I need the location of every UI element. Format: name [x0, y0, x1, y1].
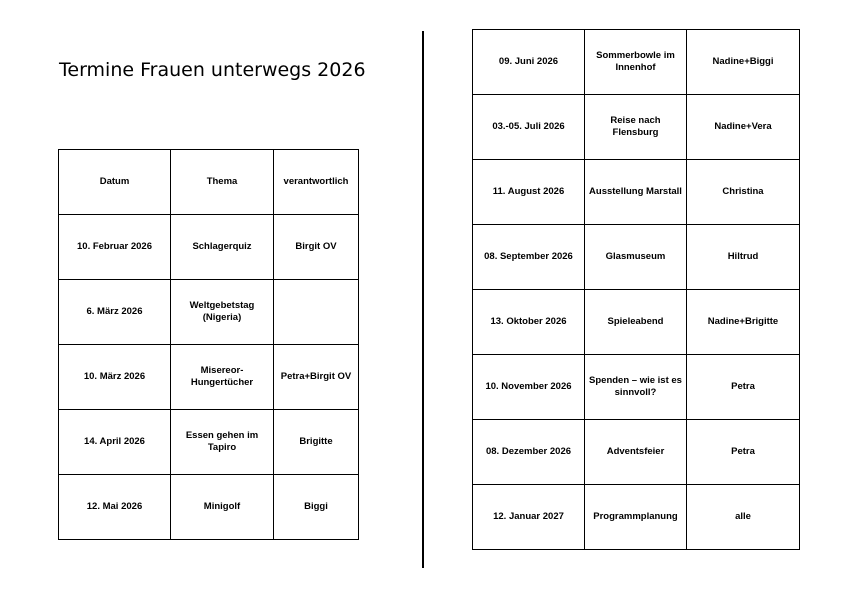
- cell-date: 03.-05. Juli 2026: [473, 95, 585, 160]
- cell-topic: Spieleabend: [585, 290, 687, 355]
- cell-date: 12. Mai 2026: [59, 475, 171, 540]
- cell-date: 08. Dezember 2026: [473, 420, 585, 485]
- page-title: Termine Frauen unterwegs 2026: [59, 59, 366, 81]
- cell-topic: Glasmuseum: [585, 225, 687, 290]
- table-header-row: [59, 150, 359, 215]
- cell-responsible: Petra: [687, 355, 800, 420]
- cell-date: 10. November 2026: [473, 355, 585, 420]
- schedule-table-left: [58, 149, 359, 540]
- cell-topic: Misereor-Hungertücher: [171, 345, 274, 410]
- cell-topic: Schlagerquiz: [171, 215, 274, 280]
- column-divider: [422, 31, 424, 568]
- cell-responsible: Nadine+Biggi: [687, 30, 800, 95]
- cell-topic: Essen gehen im Tapiro: [171, 410, 274, 475]
- cell-responsible: Birgit OV: [274, 215, 359, 280]
- table-row: [59, 475, 359, 540]
- cell-responsible: Hiltrud: [687, 225, 800, 290]
- cell-date: 12. Januar 2027: [473, 485, 585, 550]
- table-row: [473, 30, 800, 95]
- cell-topic: Ausstellung Marstall: [585, 160, 687, 225]
- cell-topic: Adventsfeier: [585, 420, 687, 485]
- table-row: [59, 215, 359, 280]
- cell-date: 13. Oktober 2026: [473, 290, 585, 355]
- cell-topic: Minigolf: [171, 475, 274, 540]
- cell-date: 11. August 2026: [473, 160, 585, 225]
- header-responsible: verantwortlich: [274, 150, 359, 215]
- cell-topic: Spenden – wie ist es sinnvoll?: [585, 355, 687, 420]
- table-row: [59, 345, 359, 410]
- cell-responsible: Brigitte: [274, 410, 359, 475]
- cell-date: 14. April 2026: [59, 410, 171, 475]
- cell-date: 10. März 2026: [59, 345, 171, 410]
- cell-date: 10. Februar 2026: [59, 215, 171, 280]
- cell-responsible: Christina: [687, 160, 800, 225]
- cell-topic: Reise nach Flensburg: [585, 95, 687, 160]
- table-row: [473, 485, 800, 550]
- cell-date: 08. September 2026: [473, 225, 585, 290]
- cell-topic: Sommerbowle im Innenhof: [585, 30, 687, 95]
- table-row: [59, 410, 359, 475]
- table-row: [473, 420, 800, 485]
- cell-responsible: Petra: [687, 420, 800, 485]
- cell-responsible: [274, 280, 359, 345]
- cell-responsible: Nadine+Vera: [687, 95, 800, 160]
- cell-date: 09. Juni 2026: [473, 30, 585, 95]
- cell-responsible: alle: [687, 485, 800, 550]
- table-row: [473, 95, 800, 160]
- cell-responsible: Nadine+Brigitte: [687, 290, 800, 355]
- table-row: [473, 225, 800, 290]
- schedule-table-right: [472, 29, 800, 550]
- cell-topic: Programmplanung: [585, 485, 687, 550]
- table-row: [473, 160, 800, 225]
- cell-date: 6. März 2026: [59, 280, 171, 345]
- table-row: [473, 290, 800, 355]
- cell-responsible: Biggi: [274, 475, 359, 540]
- header-date: Datum: [59, 150, 171, 215]
- table-row: [473, 355, 800, 420]
- cell-topic: Weltgebetstag (Nigeria): [171, 280, 274, 345]
- header-topic: Thema: [171, 150, 274, 215]
- table-row: [59, 280, 359, 345]
- cell-responsible: Petra+Birgit OV: [274, 345, 359, 410]
